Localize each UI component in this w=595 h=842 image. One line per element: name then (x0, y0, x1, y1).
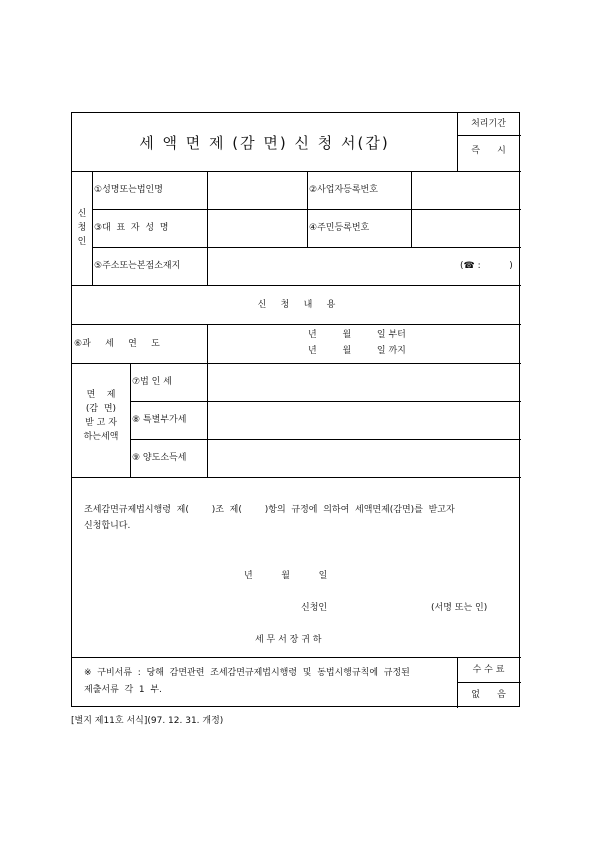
exempt-tax-group-label: 면 제 (감 면) 받 고 자 하는세액 (83, 390, 119, 442)
applicant-signature-label: 신청인 (301, 603, 328, 613)
tax-item-corporate: ⑦법 인 세 (132, 377, 172, 387)
business-number-field[interactable] (413, 173, 519, 207)
application-form (71, 112, 520, 707)
resident-number-label: ④주민등록번호 (309, 223, 370, 233)
signature-note: (서명 또는 인) (431, 603, 488, 613)
statement-line-2: 신청합니다. (84, 521, 131, 531)
required-documents-line-2: 제출서류 각 1 부. (84, 685, 162, 695)
statement-line-1: 조세감면규제법시행령 제( )조 제( )항의 규정에 의하여 세액면제(감면)를 받고자 (84, 505, 455, 515)
name-label: ①성명또는법인명 (94, 185, 163, 195)
address-label: ⑤주소또는본점소재지 (94, 261, 181, 271)
tax-year-label: ⑥과 세 연 도 (74, 339, 160, 349)
period-from: 년 월 일 부터 (308, 330, 406, 340)
tax-item-special-surtax: ⑧ 특별부가세 (132, 415, 187, 425)
recipient: 세 무 서 장 귀 하 (255, 635, 322, 645)
period-to: 년 월 일 까지 (308, 346, 406, 356)
processing-period-label: 처리기간 (471, 119, 506, 129)
required-documents-line-1: ※ 구비서류 : 당해 감면관련 조세감면규제법시행령 및 동법시행규칙에 규정된 (84, 668, 410, 678)
representative-field[interactable] (209, 211, 305, 245)
fee-value: 없 음 (471, 690, 506, 700)
form-title: 세 액 면 제 (감 면) 신 청 서(갑) (139, 133, 390, 152)
tax-item-capital-gains: ⑨ 양도소득세 (132, 453, 187, 463)
tax-item-capital-gains-field[interactable] (209, 441, 519, 475)
phone-text: (☎ : ) (460, 261, 513, 271)
form-footer-note: [별지 제11호 서식](97. 12. 31. 개정) (71, 716, 224, 726)
statement-date: 년 월 일 (244, 571, 328, 581)
representative-label: ③대 표 자 성 명 (94, 223, 169, 233)
applicant-group-label: 신 청 인 (77, 209, 87, 247)
resident-number-field[interactable] (413, 211, 519, 245)
name-field[interactable] (209, 173, 305, 207)
tax-item-corporate-field[interactable] (209, 365, 519, 399)
processing-period-value: 즉 시 (471, 146, 506, 156)
tax-item-special-surtax-field[interactable] (209, 403, 519, 437)
business-number-label: ②사업자등록번호 (309, 185, 378, 195)
fee-label: 수 수 료 (472, 665, 505, 675)
content-heading: 신 청 내 용 (257, 300, 336, 310)
